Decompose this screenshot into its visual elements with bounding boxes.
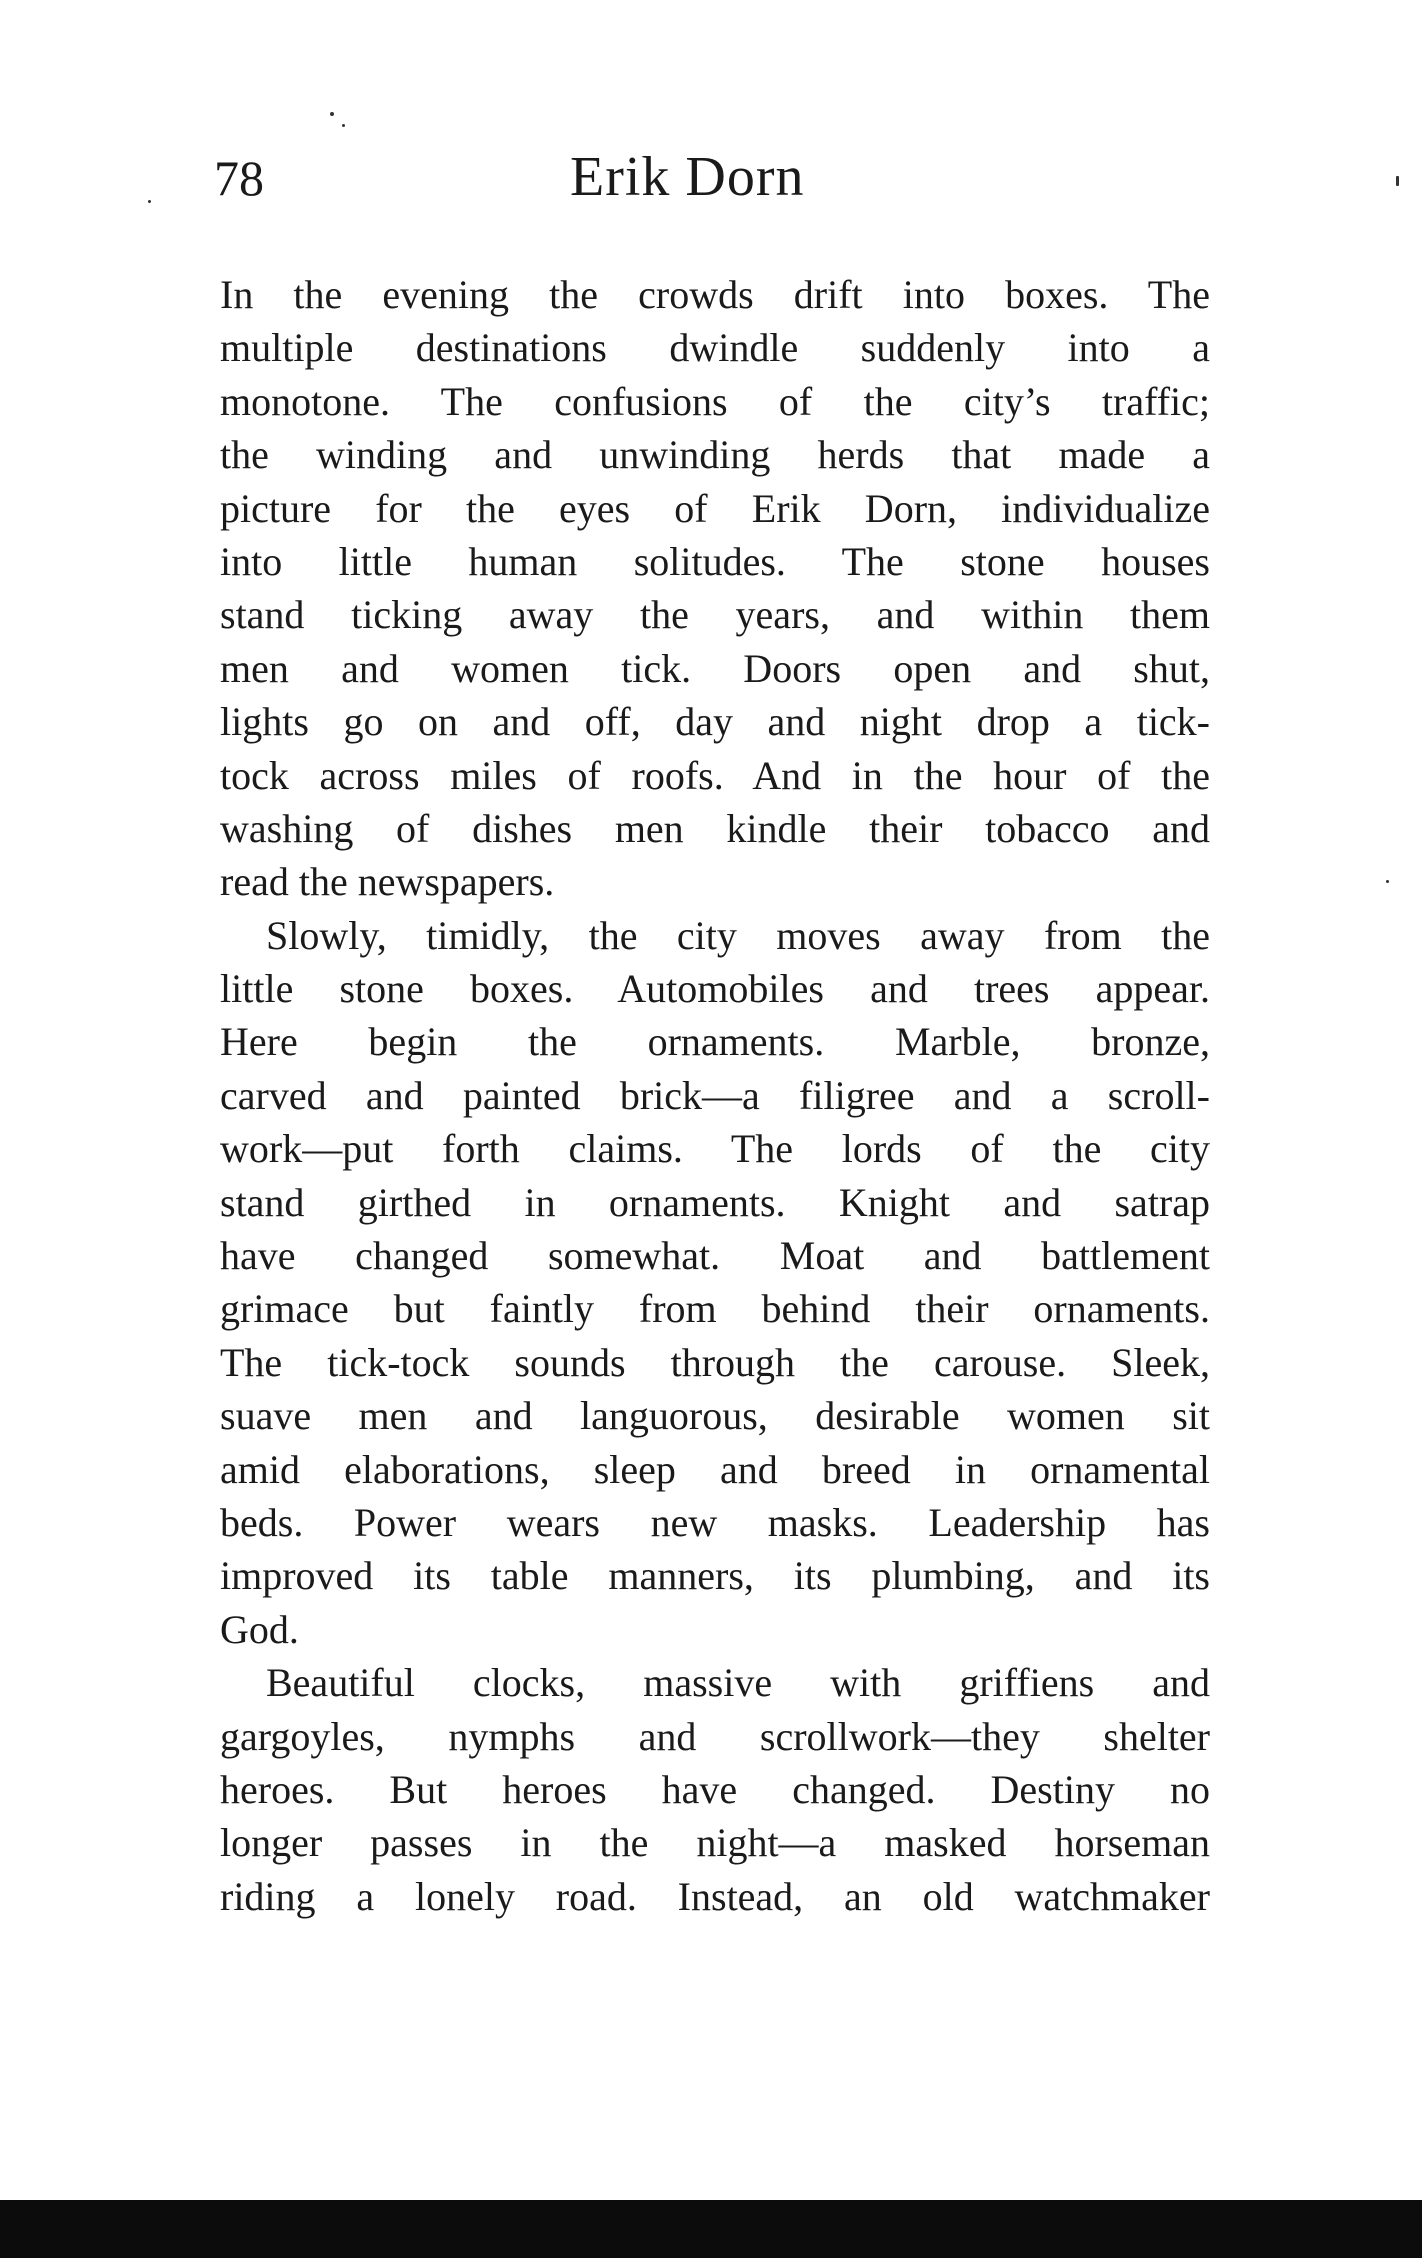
text-line: multiple destinations dwindle suddenly into a	[220, 325, 1210, 371]
scan-border	[0, 2200, 1422, 2258]
text-line: have changed somewhat. Moat and battlement	[220, 1233, 1210, 1279]
text-line: Beautiful clocks, massive with griffiens and	[266, 1660, 1210, 1706]
running-title: Erik Dorn	[570, 146, 805, 208]
text-line: monotone. The confusions of the city’s traffic;	[220, 378, 1210, 424]
text-line: picture for the eyes of Erik Dorn, individualize	[220, 485, 1210, 531]
text-line: heroes. But heroes have changed. Destiny no	[220, 1766, 1210, 1812]
text-line: beds. Power wears new masks. Leadership has	[220, 1499, 1210, 1545]
paragraph	[220, 909, 1210, 1656]
body-text	[220, 268, 1210, 1923]
text-line: work—put forth claims. The lords of the city	[220, 1126, 1210, 1172]
text-line: In the evening the crowds drift into boxes. The	[220, 272, 1210, 317]
scan-speck	[148, 200, 151, 203]
text-line: stand ticking away the years, and within them	[220, 592, 1210, 638]
text-line: lights go on and off, day and night drop a tick-	[220, 699, 1210, 745]
text-line: little stone boxes. Automobiles and trees appear.	[220, 966, 1210, 1012]
text-line: grimace but faintly from behind their ornaments.	[220, 1286, 1210, 1332]
paragraph	[220, 268, 1210, 909]
text-line: washing of dishes men kindle their tobacco and	[220, 805, 1210, 851]
text-line: God.	[220, 1606, 299, 1652]
scan-speck	[1386, 880, 1389, 883]
text-line: carved and painted brick—a filigree and a scroll-	[220, 1072, 1210, 1118]
page-number: 78	[214, 150, 264, 206]
text-line: suave men and languorous, desirable women sit	[220, 1393, 1210, 1439]
text-line: the winding and unwinding herds that made a	[220, 432, 1210, 478]
text-line: men and women tick. Doors open and shut,	[220, 645, 1210, 691]
scan-speck	[1396, 176, 1399, 186]
scan-speck	[342, 124, 345, 127]
text-line: The tick-tock sounds through the carouse. Sleek,	[220, 1339, 1210, 1385]
text-line: stand girthed in ornaments. Knight and satrap	[220, 1179, 1210, 1225]
text-line: riding a lonely road. Instead, an old watchmaker	[220, 1873, 1210, 1919]
text-line: Slowly, timidly, the city moves away from the	[266, 912, 1210, 958]
text-line: Here begin the ornaments. Marble, bronze,	[220, 1019, 1210, 1065]
text-line: longer passes in the night—a masked horseman	[220, 1820, 1210, 1866]
text-line: improved its table manners, its plumbing, and its	[220, 1553, 1210, 1599]
text-line: tock across miles of roofs. And in the hour of the	[220, 752, 1210, 798]
text-line: gargoyles, nymphs and scrollwork—they shelter	[220, 1713, 1210, 1759]
text-line: amid elaborations, sleep and breed in ornamental	[220, 1446, 1210, 1492]
text-line: read the newspapers.	[220, 859, 555, 905]
text-line: into little human solitudes. The stone houses	[220, 538, 1210, 584]
scan-speck	[330, 112, 334, 116]
paragraph	[220, 1656, 1210, 1923]
